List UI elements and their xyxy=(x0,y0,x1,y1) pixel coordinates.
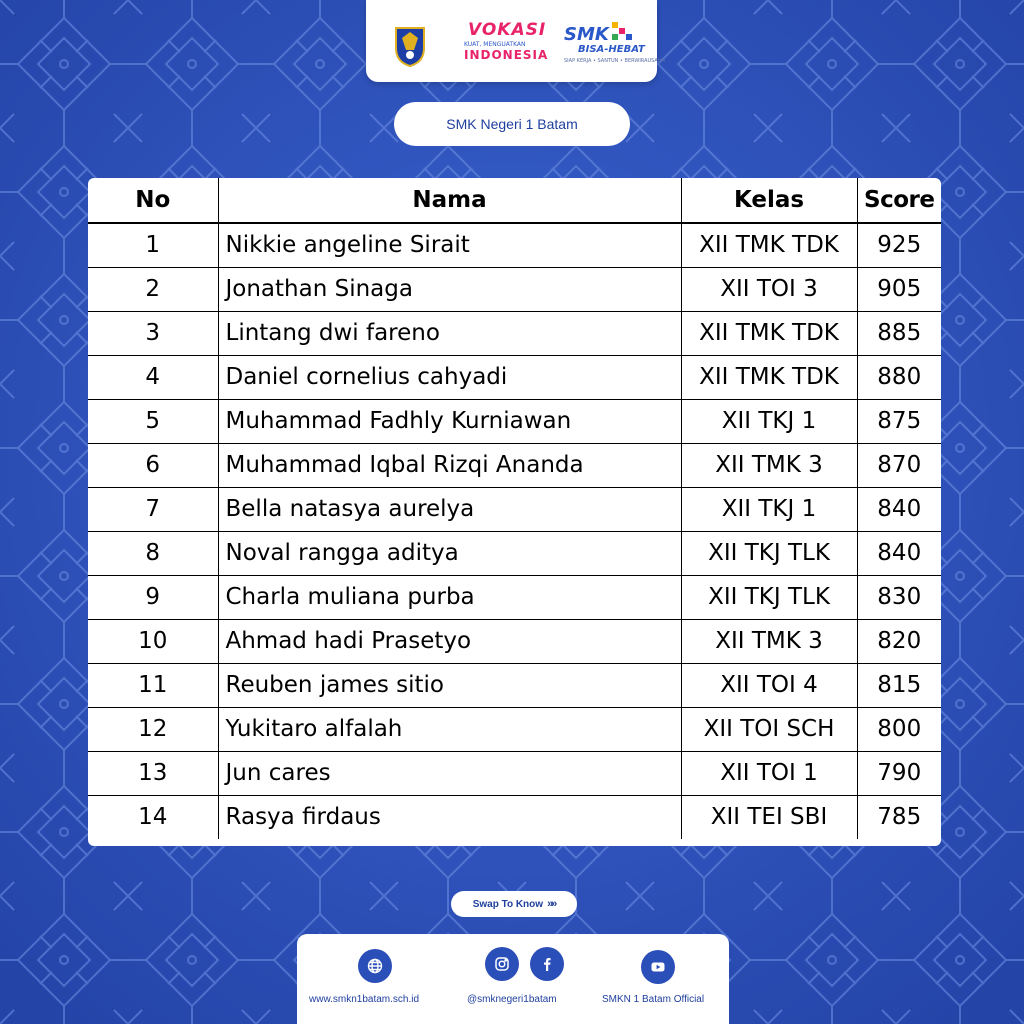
cell-nama: Ahmad hadi Prasetyo xyxy=(218,619,681,663)
cell-score: 885 xyxy=(857,311,941,355)
cell-kelas: XII TOI SCH xyxy=(681,707,857,751)
cell-nama: Reuben james sitio xyxy=(218,663,681,707)
swap-label: Swap To Know xyxy=(472,898,544,910)
youtube-channel[interactable]: SMKN 1 Batam Official xyxy=(602,994,705,1005)
table-row xyxy=(88,355,941,399)
header-kelas: Kelas xyxy=(681,178,857,223)
table-row xyxy=(88,531,941,575)
smk-tagline: SIAP KERJA • SANTUN • BERWIRAUSAHA xyxy=(564,58,666,64)
cell-no: 8 xyxy=(88,531,218,575)
vokasi-tagline: KUAT, MENGUATKAN xyxy=(464,41,526,48)
cell-score: 790 xyxy=(857,751,941,795)
table-body xyxy=(88,223,941,839)
cell-score: 815 xyxy=(857,663,941,707)
smk-bisa-hebat-logo xyxy=(562,20,666,66)
pixel-decoration xyxy=(626,34,632,40)
cell-nama: Muhammad Fadhly Kurniawan xyxy=(218,399,681,443)
pixel-decoration xyxy=(612,22,618,28)
logo-card xyxy=(366,0,666,82)
cell-nama: Noval rangga aditya xyxy=(218,531,681,575)
table-row xyxy=(88,795,941,839)
table-row xyxy=(88,267,941,311)
cell-kelas: XII TMK 3 xyxy=(681,619,857,663)
cell-kelas: XII TOI 4 xyxy=(681,663,857,707)
cell-kelas: XII TEI SBI xyxy=(681,795,857,839)
table-row xyxy=(88,487,941,531)
social-handle[interactable]: @smknegeri1batam xyxy=(467,994,557,1005)
school-title-pill: SMK Negeri 1 Batam xyxy=(394,102,630,146)
cell-score: 905 xyxy=(857,267,941,311)
table-row xyxy=(88,619,941,663)
table-row xyxy=(88,707,941,751)
cell-nama: Daniel cornelius cahyadi xyxy=(218,355,681,399)
cell-kelas: XII TKJ TLK xyxy=(681,531,857,575)
header-nama: Nama xyxy=(218,178,681,223)
globe-icon[interactable] xyxy=(358,949,392,983)
header-score: Score xyxy=(857,178,941,223)
website-link[interactable]: www.smkn1batam.sch.id xyxy=(309,994,420,1005)
contact-footer xyxy=(297,934,729,1024)
pixel-decoration xyxy=(612,34,618,40)
cell-score: 800 xyxy=(857,707,941,751)
cell-kelas: XII TOI 3 xyxy=(681,267,857,311)
youtube-icon[interactable] xyxy=(641,950,675,984)
smk-text: SMK xyxy=(564,24,609,45)
cell-kelas: XII TOI 1 xyxy=(681,751,857,795)
cell-kelas: XII TMK TDK xyxy=(681,311,857,355)
cell-nama: Jun cares xyxy=(218,751,681,795)
cell-score: 840 xyxy=(857,531,941,575)
cell-score: 925 xyxy=(857,223,941,267)
cell-no: 12 xyxy=(88,707,218,751)
cell-no: 1 xyxy=(88,223,218,267)
chevrons-right-icon: »» xyxy=(547,898,556,910)
table-row xyxy=(88,575,941,619)
cell-score: 840 xyxy=(857,487,941,531)
table-row xyxy=(88,751,941,795)
cell-kelas: XII TMK TDK xyxy=(681,223,857,267)
score-table xyxy=(88,178,941,846)
cell-no: 5 xyxy=(88,399,218,443)
cell-nama: Nikkie angeline Sirait xyxy=(218,223,681,267)
cell-nama: Bella natasya aurelya xyxy=(218,487,681,531)
cell-nama: Yukitaro alfalah xyxy=(218,707,681,751)
swap-to-know-button[interactable] xyxy=(451,891,577,917)
pixel-decoration xyxy=(619,28,625,34)
cell-score: 820 xyxy=(857,619,941,663)
vokasi-logo xyxy=(462,20,549,64)
table-row xyxy=(88,399,941,443)
cell-nama: Muhammad Iqbal Rizqi Ananda xyxy=(218,443,681,487)
table-row xyxy=(88,663,941,707)
cell-no: 3 xyxy=(88,311,218,355)
facebook-icon[interactable] xyxy=(530,947,564,981)
cell-no: 2 xyxy=(88,267,218,311)
table-row xyxy=(88,311,941,355)
cell-score: 880 xyxy=(857,355,941,399)
cell-no: 4 xyxy=(88,355,218,399)
cell-score: 870 xyxy=(857,443,941,487)
cell-score: 830 xyxy=(857,575,941,619)
vokasi-indonesia: INDONESIA xyxy=(464,48,549,62)
cell-no: 13 xyxy=(88,751,218,795)
instagram-icon[interactable] xyxy=(485,947,519,981)
cell-no: 9 xyxy=(88,575,218,619)
cell-nama: Jonathan Sinaga xyxy=(218,267,681,311)
cell-score: 875 xyxy=(857,399,941,443)
header-no: No xyxy=(88,178,218,223)
table-header-row xyxy=(88,178,941,223)
table-row xyxy=(88,223,941,267)
cell-no: 6 xyxy=(88,443,218,487)
cell-no: 14 xyxy=(88,795,218,839)
cell-no: 7 xyxy=(88,487,218,531)
cell-nama: Lintang dwi fareno xyxy=(218,311,681,355)
cell-no: 10 xyxy=(88,619,218,663)
table-row xyxy=(88,443,941,487)
cell-kelas: XII TKJ 1 xyxy=(681,487,857,531)
cell-nama: Charla muliana purba xyxy=(218,575,681,619)
vokasi-text: VOKASI xyxy=(468,20,547,40)
cell-no: 11 xyxy=(88,663,218,707)
cell-kelas: XII TMK 3 xyxy=(681,443,857,487)
cell-kelas: XII TKJ 1 xyxy=(681,399,857,443)
crest-logo xyxy=(392,24,428,68)
cell-kelas: XII TKJ TLK xyxy=(681,575,857,619)
cell-score: 785 xyxy=(877,804,922,831)
cell-nama: Rasya firdaus xyxy=(218,795,681,839)
cell-kelas: XII TMK TDK xyxy=(681,355,857,399)
bisa-hebat-text: BISA-HEBAT xyxy=(578,44,645,55)
